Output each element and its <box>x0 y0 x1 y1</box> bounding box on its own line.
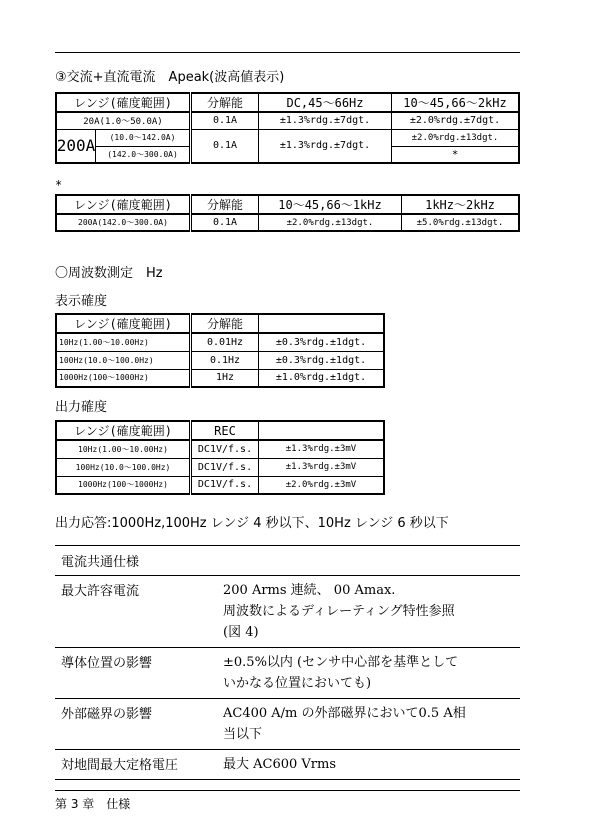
out-header-rec: REC <box>191 421 259 440</box>
row1-dc: ±1.3%rdg.±7dgt. <box>259 112 392 129</box>
spec-key: 外部磁界の影響 <box>55 699 217 750</box>
out-row-accuracy: ±2.0%rdg.±3mV <box>259 476 385 494</box>
row1-range: 20A(1.0～50.0A) <box>56 112 191 129</box>
disp-header-resolution: 分解能 <box>191 314 259 333</box>
spec-value <box>217 699 520 750</box>
disp-row-accuracy: ±0.3%rdg.±1dgt. <box>259 351 385 369</box>
top-rule <box>55 52 520 53</box>
row2-sub-low: (10.0～142.0A) <box>96 130 189 147</box>
row1-resolution: 0.1A <box>191 112 259 129</box>
spec-value <box>217 750 520 780</box>
out-row-rec: DC1V/f.s. <box>191 440 259 458</box>
spec-value <box>217 576 520 648</box>
footer-rule <box>55 790 520 791</box>
display-accuracy-table <box>55 313 385 388</box>
out-row-accuracy: ±1.3%rdg.±3mV <box>259 458 385 476</box>
spec-key: 対地間最大定格電圧 <box>55 750 217 780</box>
display-accuracy-title: 表示確度 <box>55 294 108 309</box>
row1-ac: ±2.0%rdg.±7dgt. <box>392 112 520 129</box>
disp-row-range: 1000Hz(100～1000Hz) <box>56 369 191 387</box>
out-row-range: 100Hz(10.0～100.0Hz) <box>56 458 191 476</box>
spec-value-line: 当以下 <box>223 727 263 742</box>
ast-row-low: ±2.0%rdg.±13dgt. <box>259 214 402 231</box>
out-row-range: 10Hz(1.00～10.00Hz) <box>56 440 191 458</box>
output-response: 出力応答:1000Hz,100Hz レンジ 4 秒以下、10Hz レンジ 6 秒以下 <box>55 516 449 531</box>
disp-row-range: 10Hz(1.00～10.00Hz) <box>56 333 191 351</box>
spec-value-line: 最大 AC600 Vrms <box>223 757 337 772</box>
header-range: レンジ(確度範囲) <box>56 93 191 112</box>
row2-ac-cell <box>392 129 520 163</box>
out-header-accuracy <box>259 421 385 440</box>
spec-value-line: (図 4) <box>223 625 259 640</box>
footer-chapter: 第 3 章 仕様 <box>55 797 131 811</box>
ast-header-range: レンジ(確度範囲) <box>56 195 191 214</box>
out-row-rec: DC1V/f.s. <box>191 458 259 476</box>
disp-row-resolution: 1Hz <box>191 369 259 387</box>
asterisk-table <box>55 194 520 232</box>
output-accuracy-title: 出力確度 <box>55 400 108 415</box>
asterisk-mark: * <box>55 178 63 192</box>
row2-sub-high: (142.0～300.0A) <box>107 149 178 159</box>
row2-dc: ±1.3%rdg.±7dgt. <box>259 129 392 163</box>
header-resolution: 分解能 <box>191 93 259 112</box>
spec-value-line: ±0.5%以内 (センサ中心部を基準として <box>223 655 459 670</box>
ast-row-range: 200A(142.0～300.0A) <box>56 214 191 231</box>
out-row-rec: DC1V/f.s. <box>191 476 259 494</box>
row2-ac-high: * <box>451 147 459 161</box>
spec-value-line: AC400 A/m の外部磁界において0.5 A相 <box>223 706 466 721</box>
ast-header-resolution: 分解能 <box>191 195 259 214</box>
section-acdc-title: ③交流+直流電流 Apeak(波高値表示) <box>55 70 285 85</box>
spec-key: 最大許容電流 <box>55 576 217 648</box>
ast-header-low: 10～45,66～1kHz <box>259 195 402 214</box>
common-spec-title: 電流共通仕様 <box>55 546 520 576</box>
row2-resolution: 0.1A <box>191 129 259 163</box>
common-spec-table <box>55 545 520 780</box>
output-accuracy-table <box>55 420 385 495</box>
header-dc: DC,45～66Hz <box>259 93 392 112</box>
disp-row-range: 100Hz(10.0～100.0Hz) <box>56 351 191 369</box>
ast-row-resolution: 0.1A <box>191 214 259 231</box>
header-ac: 10～45,66～2kHz <box>392 93 520 112</box>
disp-header-range: レンジ(確度範囲) <box>56 314 191 333</box>
spec-value-line: 周波数によるディレーティング特性参照 <box>223 604 455 619</box>
disp-row-resolution: 0.01Hz <box>191 333 259 351</box>
ast-row-high: ±5.0%rdg.±13dgt. <box>402 214 520 231</box>
frequency-title: 〇周波数測定 Hz <box>55 266 163 281</box>
spec-value-line: いかなる位置においても) <box>223 676 372 691</box>
row2-ac-low: ±2.0%rdg.±13dgt. <box>392 130 518 147</box>
spec-value-line: 200 Arms 連続、 00 Amax. <box>223 583 396 598</box>
disp-header-accuracy <box>259 314 385 333</box>
disp-row-accuracy: ±1.0%rdg.±1dgt. <box>259 369 385 387</box>
row2-range: 200A <box>57 130 96 162</box>
out-row-range: 1000Hz(100～1000Hz) <box>56 476 191 494</box>
out-header-range: レンジ(確度範囲) <box>56 421 191 440</box>
out-row-accuracy: ±1.3%rdg.±3mV <box>259 440 385 458</box>
acdc-table <box>55 92 520 164</box>
spec-key: 導体位置の影響 <box>55 648 217 699</box>
ast-header-high: 1kHz～2kHz <box>402 195 520 214</box>
disp-row-resolution: 0.1Hz <box>191 351 259 369</box>
spec-value <box>217 648 520 699</box>
row2-range-cell <box>56 129 191 163</box>
disp-row-accuracy: ±0.3%rdg.±1dgt. <box>259 333 385 351</box>
